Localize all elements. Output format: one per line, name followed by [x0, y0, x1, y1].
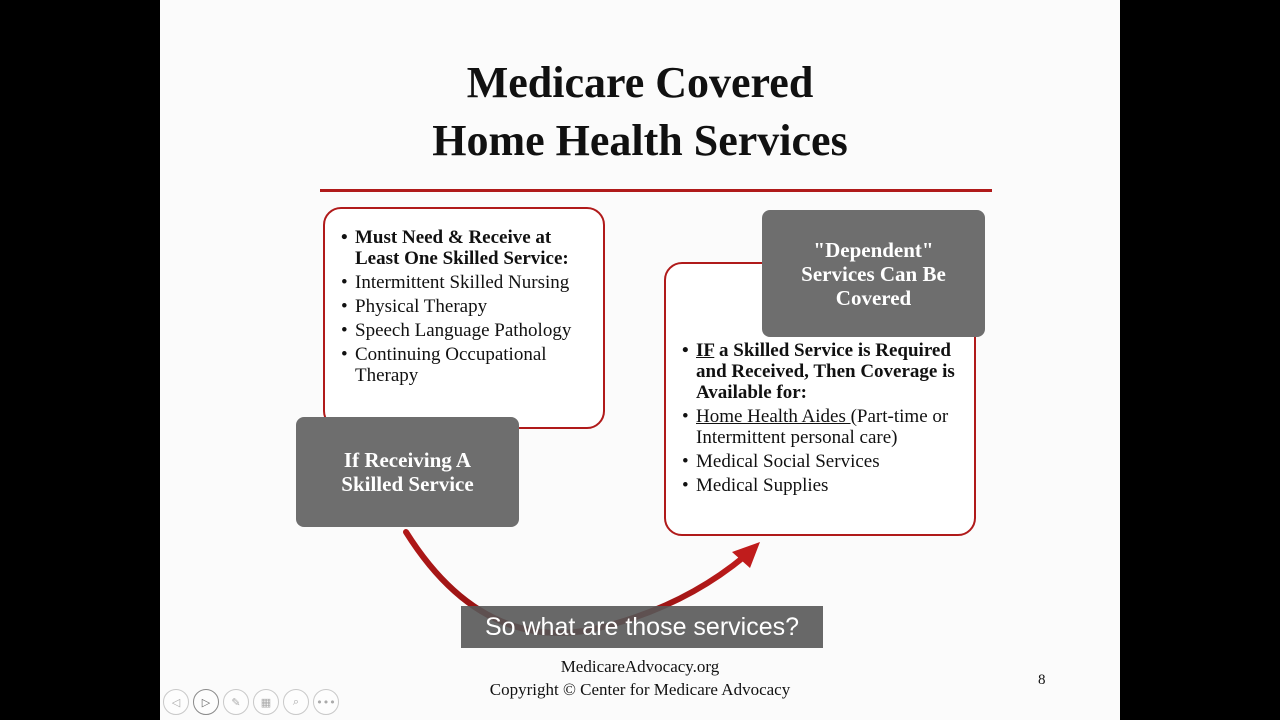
slide-title — [160, 54, 1120, 170]
zoom-button[interactable] — [283, 689, 309, 715]
more-options-icon: ••• — [316, 695, 336, 709]
dependent-services-label: "Dependent" Services Can Be Covered — [762, 210, 985, 337]
slides-grid-button[interactable] — [253, 689, 279, 715]
dependent-services-heading — [682, 340, 966, 403]
page-number: 8 — [1038, 672, 1046, 688]
dependent-heading-text: a Skilled Service is Required and Received, Then Coverage is Available for: — [696, 340, 955, 403]
dependent-services-list — [682, 340, 966, 499]
previous-slide-button[interactable] — [163, 689, 189, 715]
zoom-icon: ⌕ — [292, 695, 300, 708]
home-health-aides-link[interactable]: Home Health Aides — [696, 406, 851, 427]
if-emphasis: IF — [696, 340, 715, 361]
footer-copyright: Copyright © Center for Medicare Advocacy — [489, 680, 791, 699]
list-item: • Speech Language Pathology — [341, 320, 596, 341]
slides-grid-icon: ▦ — [260, 695, 272, 709]
home-health-aides-detail: (Part-time or Intermittent personal care) — [696, 406, 949, 448]
title-divider — [320, 189, 992, 192]
list-item: • Medical Supplies — [682, 475, 966, 496]
skilled-services-box — [323, 207, 605, 429]
more-options-button[interactable] — [313, 689, 339, 715]
next-icon: ▷ — [201, 695, 211, 709]
video-caption: So what are those services? — [461, 606, 823, 648]
title-line-2: Home Health Services — [432, 116, 848, 165]
if-receiving-skilled-service-label: If Receiving A Skilled Service — [296, 417, 519, 527]
list-item: • Intermittent Skilled Nursing — [341, 272, 596, 293]
list-item: • Physical Therapy — [341, 296, 596, 317]
slideshow-toolbar — [163, 689, 339, 715]
list-item: • Continuing Occupational Therapy — [341, 344, 596, 386]
previous-icon: ◁ — [171, 695, 181, 709]
pen-button[interactable] — [223, 689, 249, 715]
skilled-services-heading: • Must Need & Receive at Least One Skilled Service: — [341, 227, 596, 269]
next-slide-button[interactable] — [193, 689, 219, 715]
list-item: • Medical Social Services — [682, 451, 966, 472]
list-item — [682, 406, 966, 448]
title-line-1: Medicare Covered — [466, 58, 814, 107]
slide — [160, 0, 1120, 720]
footer-website: MedicareAdvocacy.org — [560, 657, 720, 676]
skilled-services-list — [341, 227, 596, 389]
pen-icon: ✎ — [231, 695, 241, 709]
